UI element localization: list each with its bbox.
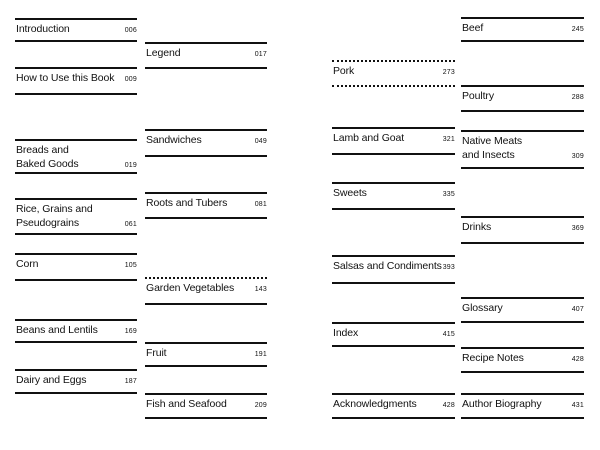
top-rule: [461, 347, 584, 349]
bottom-rule: [145, 155, 267, 157]
toc-entry[interactable]: [145, 42, 267, 69]
entry-title: Glossary: [462, 302, 503, 314]
top-rule: [332, 127, 455, 129]
entry-title: Rice, Grains and Pseudograins: [16, 203, 93, 229]
bottom-rule: [332, 282, 455, 284]
page-number: 143: [254, 286, 267, 293]
toc-entry[interactable]: [15, 18, 137, 42]
top-rule: [145, 342, 267, 344]
top-rule: [15, 319, 137, 321]
top-rule: [145, 129, 267, 131]
toc-entry[interactable]: [332, 255, 455, 284]
page-number: 006: [124, 27, 137, 34]
bottom-rule: [145, 303, 267, 305]
page-number: 209: [254, 402, 267, 409]
bottom-rule: [332, 153, 455, 155]
bottom-rule: [145, 417, 267, 419]
toc-entry[interactable]: [145, 129, 267, 157]
bottom-rule: [15, 172, 137, 174]
page-number: 273: [442, 69, 455, 76]
page-number: 428: [442, 402, 455, 409]
bottom-rule: [461, 371, 584, 373]
toc-entry[interactable]: [145, 342, 267, 367]
page-number: 017: [254, 51, 267, 58]
toc-entry[interactable]: [15, 198, 137, 235]
entry-title: Breads and Baked Goods: [16, 144, 79, 170]
top-rule: [332, 393, 455, 395]
bottom-rule: [461, 110, 584, 112]
bottom-rule: [461, 417, 584, 419]
entry-title: Dairy and Eggs: [16, 374, 87, 386]
top-rule: [461, 297, 584, 299]
toc-entry[interactable]: [332, 182, 455, 210]
page-number: 187: [124, 378, 137, 385]
top-rule: [15, 253, 137, 255]
entry-title: Poultry: [462, 90, 494, 102]
entry-title: Fish and Seafood: [146, 398, 227, 410]
top-rule: [461, 85, 584, 87]
page-number: 309: [571, 152, 584, 160]
bottom-rule: [15, 279, 137, 281]
page-number: 191: [254, 351, 267, 358]
page-number: 049: [254, 138, 267, 145]
bottom-rule: [15, 392, 137, 394]
top-rule: [15, 18, 137, 20]
bottom-rule: [461, 167, 584, 169]
bottom-rule: [332, 417, 455, 419]
entry-title: Beans and Lentils: [16, 324, 98, 336]
bottom-rule: [145, 217, 267, 219]
entry-title: Beef: [462, 22, 484, 34]
page-number: 009: [124, 76, 137, 83]
toc-entry[interactable]: [461, 347, 584, 373]
page-number: 321: [442, 136, 455, 143]
toc-entry[interactable]: [15, 67, 137, 95]
top-rule: [145, 42, 267, 44]
page-number: 415: [442, 331, 455, 338]
bottom-rule: [332, 345, 455, 347]
page-number: 081: [254, 201, 267, 208]
page-number: 019: [124, 161, 137, 169]
top-rule: [461, 216, 584, 218]
bottom-rule: [461, 242, 584, 244]
bottom-rule: [145, 365, 267, 367]
top-rule: [15, 369, 137, 371]
top-rule: [15, 139, 137, 141]
bottom-rule: [332, 85, 455, 87]
toc-entry[interactable]: [461, 393, 584, 419]
entry-title: Sandwiches: [146, 134, 202, 146]
entry-title: Roots and Tubers: [146, 197, 228, 209]
toc-entry[interactable]: [15, 139, 137, 174]
entry-title: Lamb and Goat: [333, 132, 405, 144]
page-number: 393: [442, 264, 455, 271]
toc-entry[interactable]: [15, 369, 137, 394]
page-number: 105: [124, 262, 137, 269]
entry-title: Acknowledgments: [333, 398, 417, 410]
top-rule: [461, 393, 584, 395]
top-rule: [332, 322, 455, 324]
toc-entry[interactable]: [332, 393, 455, 419]
bottom-rule: [15, 341, 137, 343]
top-rule: [461, 130, 584, 132]
entry-title: Salsas and Condiments: [333, 260, 442, 272]
page-number: 407: [571, 306, 584, 313]
page-number: 335: [442, 191, 455, 198]
toc-entry[interactable]: [461, 216, 584, 244]
toc-entry[interactable]: [145, 277, 267, 305]
toc-entry[interactable]: [15, 319, 137, 343]
toc-entry[interactable]: [15, 253, 137, 281]
bottom-rule: [461, 40, 584, 42]
top-rule: [332, 60, 455, 62]
toc-entry[interactable]: [145, 393, 267, 419]
top-rule: [332, 182, 455, 184]
toc-entry[interactable]: [332, 322, 455, 347]
bottom-rule: [461, 321, 584, 323]
entry-title: Index: [333, 327, 359, 339]
entry-title: Sweets: [333, 187, 367, 199]
entry-title: Legend: [146, 47, 181, 59]
entry-title: How to Use this Book: [16, 72, 115, 84]
entry-title: Native Meats and Insects: [462, 135, 523, 161]
entry-title: Fruit: [146, 347, 167, 359]
page-number: 431: [571, 402, 584, 409]
toc-entry[interactable]: [145, 192, 267, 219]
page-number: 245: [571, 26, 584, 33]
page-number: 369: [571, 225, 584, 232]
bottom-rule: [145, 67, 267, 69]
entry-title: Pork: [333, 65, 355, 77]
top-rule: [461, 17, 584, 19]
bottom-rule: [15, 40, 137, 42]
top-rule: [145, 393, 267, 395]
toc-entry[interactable]: [461, 130, 584, 169]
bottom-rule: [332, 208, 455, 210]
entry-title: Introduction: [16, 23, 70, 35]
top-rule: [332, 255, 455, 257]
bottom-rule: [15, 93, 137, 95]
toc-entry[interactable]: [332, 60, 455, 87]
page-number: 428: [571, 356, 584, 363]
top-rule: [15, 67, 137, 69]
toc-entry[interactable]: [332, 127, 455, 155]
page-number: 288: [571, 94, 584, 101]
toc-entry[interactable]: [461, 297, 584, 323]
entry-title: Drinks: [462, 221, 492, 233]
entry-title: Garden Vegetables: [146, 282, 235, 294]
toc-entry[interactable]: [461, 85, 584, 112]
top-rule: [15, 198, 137, 200]
entry-title: Recipe Notes: [462, 352, 524, 364]
entry-title: Author Biography: [462, 398, 542, 410]
bottom-rule: [15, 233, 137, 235]
top-rule: [145, 192, 267, 194]
entry-title: Corn: [16, 258, 39, 270]
page-number: 061: [124, 220, 137, 228]
top-rule: [145, 277, 267, 279]
page-number: 169: [124, 328, 137, 335]
toc-entry[interactable]: [461, 17, 584, 42]
